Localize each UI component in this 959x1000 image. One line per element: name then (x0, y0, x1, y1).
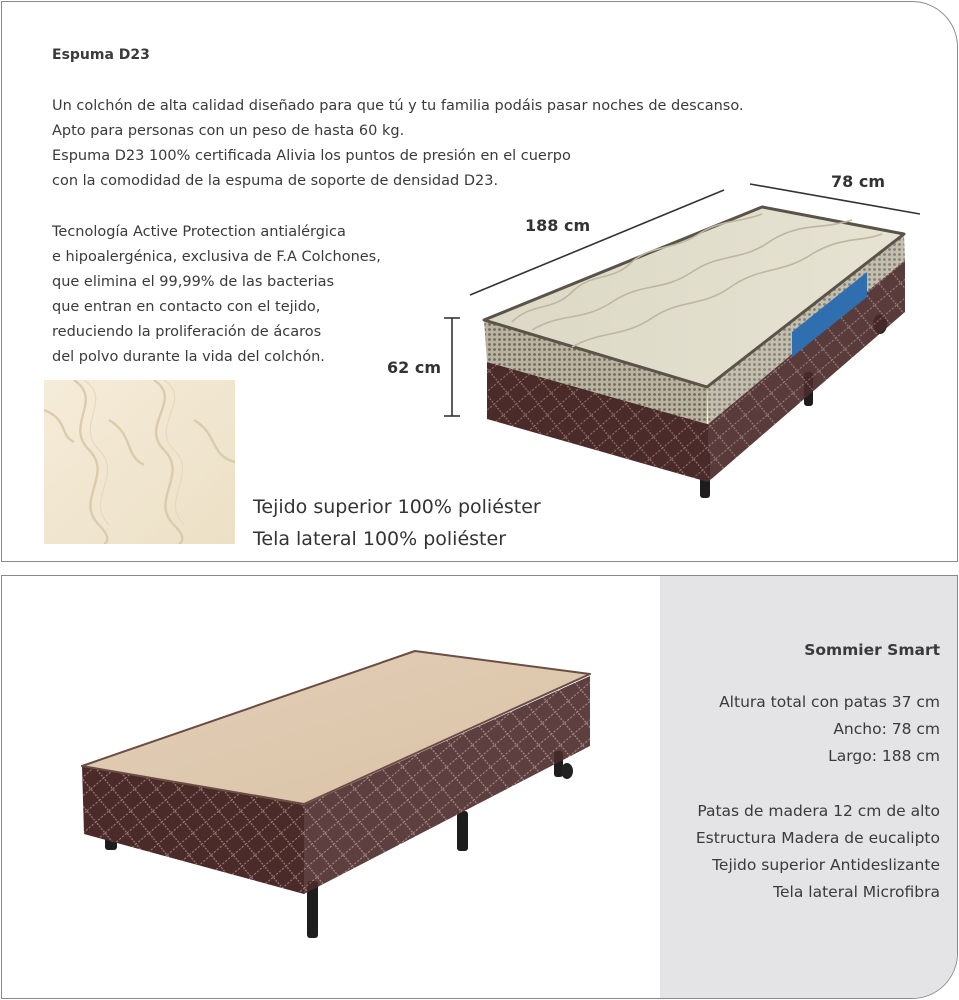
mattress-panel (1, 1, 958, 562)
width-label: 78 cm (831, 172, 885, 191)
caster-wheel (561, 763, 573, 779)
bed-leg (457, 811, 468, 851)
fabric-top-line: Tejido superior 100% poliéster (253, 496, 541, 518)
feature-line: Estructura Madera de eucalipto (695, 829, 940, 847)
fabric-side-line: Tela lateral 100% poliéster (253, 528, 507, 550)
measure-line: Largo: 188 cm (828, 747, 940, 765)
feature-line: Tela lateral Microfibra (773, 883, 940, 901)
technology-line: Tecnología Active Protection antialérgica (52, 224, 346, 240)
sommier-title: Sommier Smart (804, 641, 940, 659)
measure-line: Altura total con patas 37 cm (719, 693, 940, 711)
feature-line: Patas de madera 12 cm de alto (697, 802, 940, 820)
sommier-info-column (660, 576, 958, 999)
technology-line: que elimina el 99,99% de las bacterias (52, 274, 335, 290)
length-label: 188 cm (525, 216, 591, 235)
description-line: con la comodidad de la espuma de soporte de densidad D23. (52, 173, 499, 189)
technology-line: e hipoalergénica, exclusiva de F.A Colchones, (52, 249, 381, 265)
sommier-features (696, 798, 940, 906)
technology-text (52, 220, 381, 370)
description-line: Un colchón de alta calidad diseñado para que tú y tu familia podáis pasar noches de descanso. (52, 98, 744, 114)
description-line: Apto para personas con un peso de hasta 60 kg. (52, 123, 405, 139)
sommier-illustration (72, 646, 602, 946)
technology-line: reduciendo la proliferación de ácaros (52, 324, 322, 340)
fabric-swatch-image (44, 380, 235, 544)
sommier-panel (1, 575, 958, 999)
technology-line: del polvo durante la vida del colchón. (52, 349, 325, 365)
mattress-title: Espuma D23 (52, 47, 150, 63)
measure-line: Ancho: 78 cm (833, 720, 940, 738)
feature-line: Tejido superior Antideslizante (712, 856, 940, 874)
sommier-measures (719, 689, 940, 770)
height-label: 62 cm (387, 358, 441, 377)
technology-line: que entran en contacto con el tejido, (52, 299, 321, 315)
mattress-illustration (372, 162, 942, 512)
description-line: Espuma D23 100% certificada Alivia los puntos de presión en el cuerpo (52, 148, 571, 164)
